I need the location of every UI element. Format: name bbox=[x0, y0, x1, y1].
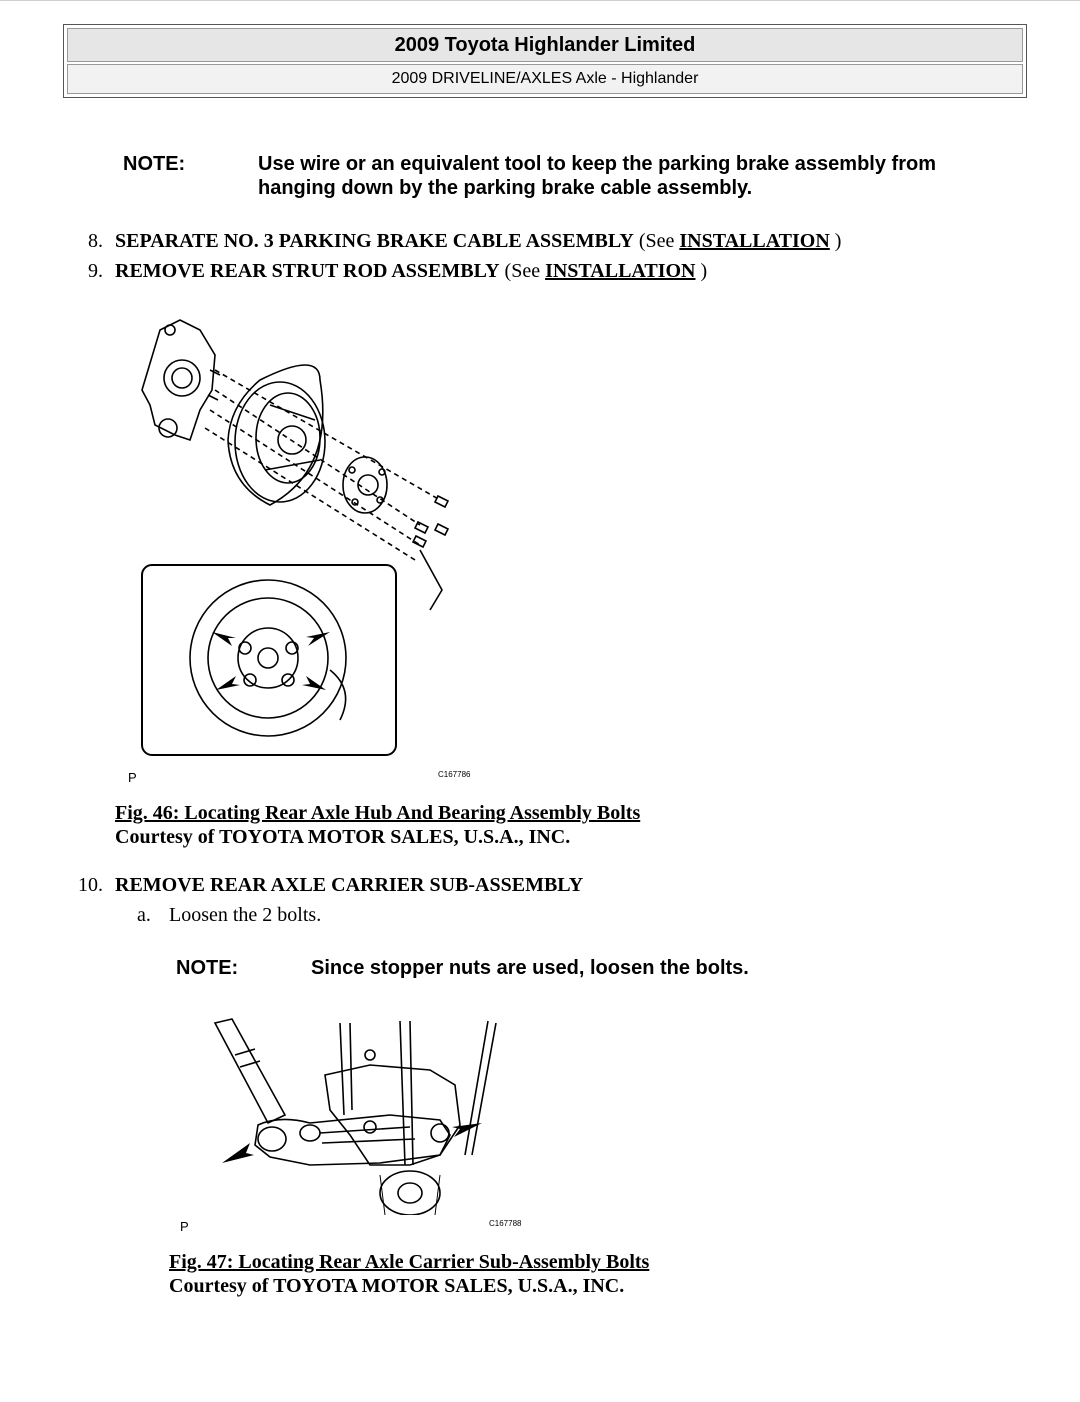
installation-link[interactable]: INSTALLATION bbox=[545, 260, 696, 282]
close-paren: ) bbox=[700, 260, 708, 282]
note-text: Since stopper nuts are used, loosen the bolts. bbox=[311, 957, 749, 979]
note-label: NOTE: bbox=[176, 957, 239, 979]
top-rule bbox=[0, 0, 1080, 1]
fig46-illustration bbox=[120, 310, 480, 770]
step-number: 10. bbox=[78, 874, 103, 896]
fig47-courtesy: Courtesy of TOYOTA MOTOR SALES, U.S.A., INC. bbox=[169, 1275, 625, 1297]
fig46-caption bbox=[115, 801, 640, 849]
step-title: REMOVE REAR AXLE CARRIER SUB-ASSEMBLY bbox=[115, 874, 584, 896]
step-title: REMOVE REAR STRUT ROD ASSEMBLY bbox=[115, 260, 500, 282]
note-label: NOTE: bbox=[123, 153, 186, 175]
step-title: SEPARATE NO. 3 PARKING BRAKE CABLE ASSEMBLY bbox=[115, 230, 634, 252]
note-text-line-1: Use wire or an equivalent tool to keep the parking brake assembly from bbox=[258, 153, 936, 175]
note-text-line-2: hanging down by the parking brake cable assembly. bbox=[258, 177, 753, 199]
substep-letter: a. bbox=[137, 904, 151, 926]
fig46-title: Fig. 46: Locating Rear Axle Hub And Bearing Assembly Bolts bbox=[115, 802, 641, 824]
fig47-title: Fig. 47: Locating Rear Axle Carrier Sub-Assembly Bolts bbox=[169, 1251, 650, 1273]
fig47-code: C167788 bbox=[489, 1219, 522, 1228]
fig47-caption bbox=[169, 1250, 649, 1298]
fig46-code: C167786 bbox=[438, 770, 471, 779]
header-title: 2009 Toyota Highlander Limited bbox=[67, 28, 1023, 62]
step-number: 9. bbox=[88, 260, 103, 282]
substep-a bbox=[137, 903, 322, 927]
document-header bbox=[63, 24, 1027, 98]
see-text: (See bbox=[638, 230, 675, 252]
fig46-courtesy: Courtesy of TOYOTA MOTOR SALES, U.S.A., INC. bbox=[115, 826, 571, 848]
installation-link[interactable]: INSTALLATION bbox=[679, 230, 830, 252]
fig47-illustration bbox=[210, 1015, 510, 1215]
fig46-corner-label: P bbox=[128, 770, 137, 785]
see-text: (See bbox=[504, 260, 541, 282]
substep-text: Loosen the 2 bolts. bbox=[169, 904, 322, 926]
fig47-corner-label: P bbox=[180, 1219, 189, 1234]
close-paren: ) bbox=[834, 230, 842, 252]
step-number: 8. bbox=[88, 230, 103, 252]
header-subtitle: 2009 DRIVELINE/AXLES Axle - Highlander bbox=[67, 64, 1023, 94]
